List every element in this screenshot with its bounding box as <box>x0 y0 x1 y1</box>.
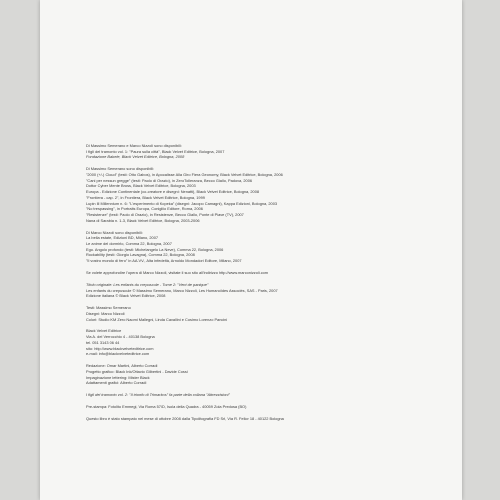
section-website <box>86 270 456 276</box>
text-line: Fondazione Babele, Black Velvet Editrice, Bologna, 2008 <box>86 154 185 160</box>
text-line: I figli del tramonto vol. 2: "Il trionfo di Trimarkos" fa parte della collana "Attrezzisioni" <box>86 392 230 398</box>
text-line: Via A. del Verrocchio 4 - 40138 Bologna <box>86 334 155 340</box>
text-line: Progetto grafico: Black Ink/Ottavio Gilbertini - Davide Cossi <box>86 368 188 374</box>
text-line: Europa - Edizione Continentale (co-creatore e disegni: Nenatti), Black Velvet Editrice, Bologna, 2008 <box>86 189 260 195</box>
text-line: Adattamenti grafici: Alberto Corradi <box>86 380 147 386</box>
section-publisher <box>86 328 456 357</box>
text-line: tel. 051 3143 06 44 <box>86 339 120 345</box>
text-line: Ego. Angolo profondo (testi: Michelangelo La Neve), Comma 22, Bologna, 2006 <box>86 246 224 252</box>
colophon-text <box>86 143 456 428</box>
text-line: Testi: Massimo Semerano <box>86 305 131 311</box>
text-line: Lupin Ill Millennium n. 6: "L'esperimento di Kopeka" (disegni: Jacopo Camagni), Kappa Edizioni, Bologna, 2003 <box>86 200 278 206</box>
text-line: La bella estate, Edizioni BD, Milano, 2007 <box>86 235 159 241</box>
section-semerano-works <box>86 166 456 223</box>
text-line: Les enfants du crepuscule © Massimo Semerano, Marco Nizzoli, Les Humanoïdes Associés, SAS - Paris, 2007 <box>86 287 278 293</box>
text-line: "Cani per nessun gregge" (testi: Paolo di Orazio), in ZeroTolleranza, Becco Giallo, Padova, 2006 <box>86 177 253 183</box>
book-page <box>40 0 462 500</box>
text-line: "Resistenze" (testi: Paolo di Orazio), in Resistenze, Becco Giallo, Ponte di Piave (TV), 2007 <box>86 211 244 217</box>
text-line: Le anime del dormirlo, Comma 22, Bologna, 2007 <box>86 240 172 246</box>
text-line: Edizione italiana © Black Velvet Editrice, 2008 <box>86 293 166 299</box>
text-line: Questo libro è stato stampato nel mese di ottobre 2008 dalla Tipolitografia FD Srl, Via R. Fellor 18 - 40122 Bologna <box>86 415 284 421</box>
text-line: Di Marco Nizzoli sono disponibili: <box>86 229 143 235</box>
section-series-note <box>86 392 456 398</box>
section-other-books <box>86 143 456 160</box>
text-line: Disegni: Marco Nizzoli <box>86 310 125 316</box>
text-line: "No trespassing", in Portraits Europa, Conigliio Editore, Roma, 2006 <box>86 206 203 212</box>
text-line: I figli del tramonto vol. 1: "Paura sulla città", Black Velvet Editrice, Bologna, 2007 <box>86 148 225 154</box>
text-line: "2000 (+/-) Cloud" (testi: Otto Gabos), in Apocalisse Alla Giro Fiera Geonomy, Black Velvet Editrice, Bologna, 2006 <box>86 172 283 177</box>
text-line: Pre-stampa: Fotolito Emmegi, Via Roma 57/D, Isola della Quadra - 40059 Zola Predosa (BO) <box>86 404 247 409</box>
text-line: Rockability (testi: Giorgio Lavagna), Comma 22, Bologna, 2008 <box>86 252 195 258</box>
section-nizzoli-works <box>86 230 456 264</box>
text-line: Nana di Sarabia n. 1-3, Black Velvet Editrice, Bologna, 2003-2006 <box>86 217 200 223</box>
text-line: Black Velvet Editrice <box>86 328 122 334</box>
text-line: Di Massimo Semerano e Marco Nizzoli sono disponibili: <box>86 143 182 148</box>
section-original-title <box>86 282 456 299</box>
text-line: "Frontiera - cap. 2", in Frontiera, Black Velvet Editrice, Bologna, 1999 <box>86 194 205 200</box>
text-line: Titolo originale: Les enfants du crepuscule - Tome 2: "Vent de panique" <box>86 281 209 287</box>
text-line: Se volete approfondire l'opera di Marco Nizzoli, visitate il suo sito all'indirizzo http://www.marconizzoli.com <box>86 269 269 275</box>
text-line: sito: http://www.blackvelveteditrice.com <box>86 345 154 351</box>
text-line: Colori: Studio KM Zero Naomi Mallegni, Linda Cavallini e Cosimo Lorenzo Pancini <box>86 316 228 322</box>
text-line: e-mail: info@blackvelveteditrice.com <box>86 351 150 357</box>
text-line: Di Massimo Semerano sono disponibili: <box>86 166 155 172</box>
text-line: "Il vostro mondo di fero" in AA.VV., Alta infedeltà, Arnoldo Mondadori Editore, Milano, 2007 <box>86 258 242 264</box>
text-line: Impaginazione lettering: Mister Black <box>86 374 150 380</box>
section-staff <box>86 363 456 386</box>
text-line: Redazione: Omar Martini, Alberto Corradi <box>86 363 158 369</box>
text-line: Dottor Cyber Mente Bross, Black Velvet Editrice, Bologna, 2003 <box>86 183 196 189</box>
section-print <box>86 404 456 410</box>
section-credits <box>86 305 456 322</box>
section-colophon <box>86 416 456 422</box>
